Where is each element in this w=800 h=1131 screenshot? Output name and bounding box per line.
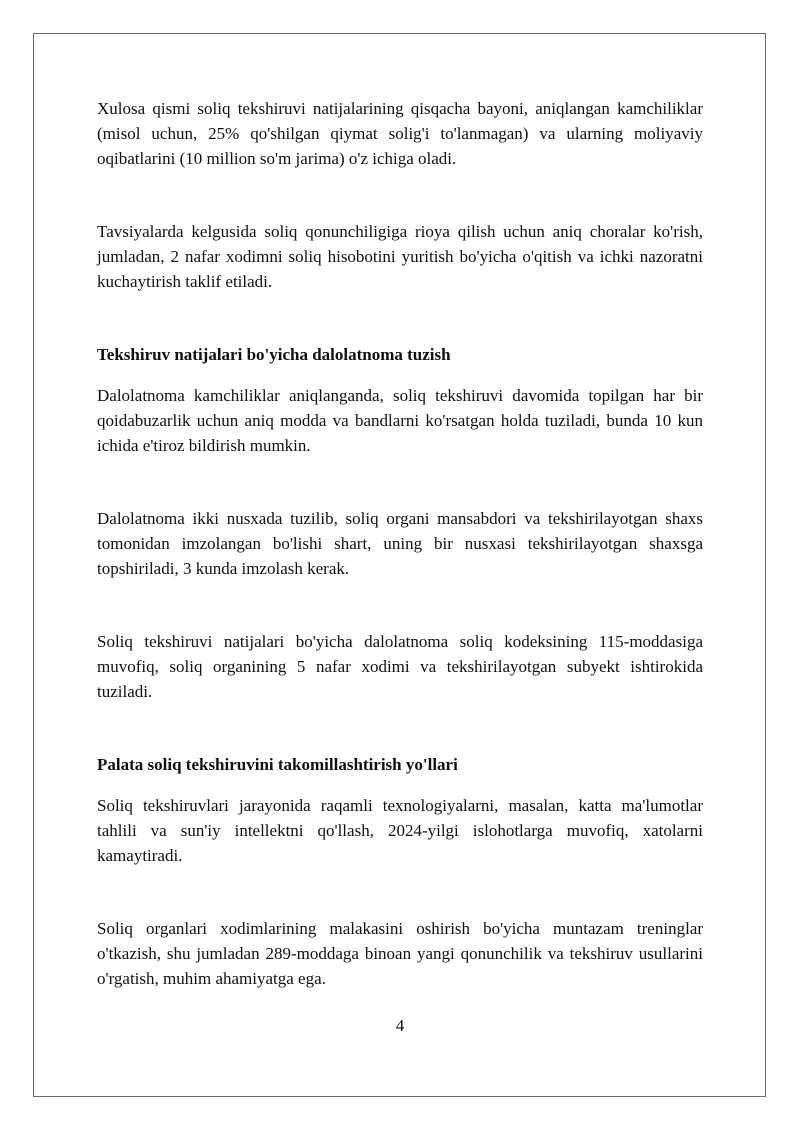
paragraph-training (97, 916, 703, 991)
section-heading-act (97, 342, 703, 367)
paragraph-act-code (97, 629, 703, 704)
paragraph-act-drafting (97, 383, 703, 458)
section-heading: Palata soliq tekshiruvini takomillashtirish yo'llari (97, 755, 458, 774)
paragraph-act-copies (97, 506, 703, 581)
paragraph-conclusion (97, 96, 703, 171)
paragraph-text: Soliq organlari xodimlarining malakasini oshirish bo'yicha muntazam treninglar o'tkazish, shu jumladan 289-moddaga binoan yangi qonunchilik va tekshiruv usullarini o'rgatish, muhim ahamiyatga ega. (97, 919, 703, 988)
paragraph-text: Soliq tekshiruvlari jarayonida raqamli texnologiyalarni, masalan, katta ma'lumotlar tahlili va sun'iy intellektni qo'llash, 2024-yilgi islohotlarga muvofiq, xatolarni kamaytiradi. (97, 796, 703, 865)
paragraph-text: Dalolatnoma ikki nusxada tuzilib, soliq organi mansabdori va tekshirilayotgan shaxs tomonidan imzolangan bo'lishi shart, uning bir nusxasi tekshirilayotgan shaxsga topshiriladi, 3 kunda imzolash kerak. (97, 509, 703, 578)
section-heading: Tekshiruv natijalari bo'yicha dalolatnoma tuzish (97, 345, 451, 364)
paragraph-text: Dalolatnoma kamchiliklar aniqlanganda, soliq tekshiruvi davomida topilgan har bir qoidabuzarlik uchun aniq modda va bandlarni ko'rsatgan holda tuziladi, bunda 10 kun ichida e'tiroz bildirish mumkin. (97, 386, 703, 455)
paragraph-text: Xulosa qismi soliq tekshiruvi natijalarining qisqacha bayoni, aniqlangan kamchiliklar (misol uchun, 25% qo'shilgan qiymat solig'i to'lanmagan) va ularning moliyaviy oqibatlarini (10 million so'm jarima) o'z ichiga oladi. (97, 99, 703, 168)
paragraph-text: Soliq tekshiruvi natijalari bo'yicha dalolatnoma soliq kodeksining 115-moddasiga muvofiq, soliq organining 5 nafar xodimi va tekshirilayotgan subyekt ishtirokida tuziladi. (97, 632, 703, 701)
paragraph-recommendations (97, 219, 703, 294)
section-heading-improvement (97, 752, 703, 777)
paragraph-digital-tech (97, 793, 703, 868)
paragraph-text: Tavsiyalarda kelgusida soliq qonunchiligiga rioya qilish uchun aniq choralar ko'rish, jumladan, 2 nafar xodimni soliq hisobotini yuritish bo'yicha o'qitish va ichki nazoratni kuchaytirish taklif etiladi. (97, 222, 703, 291)
page-number: 4 (395, 1016, 405, 1035)
